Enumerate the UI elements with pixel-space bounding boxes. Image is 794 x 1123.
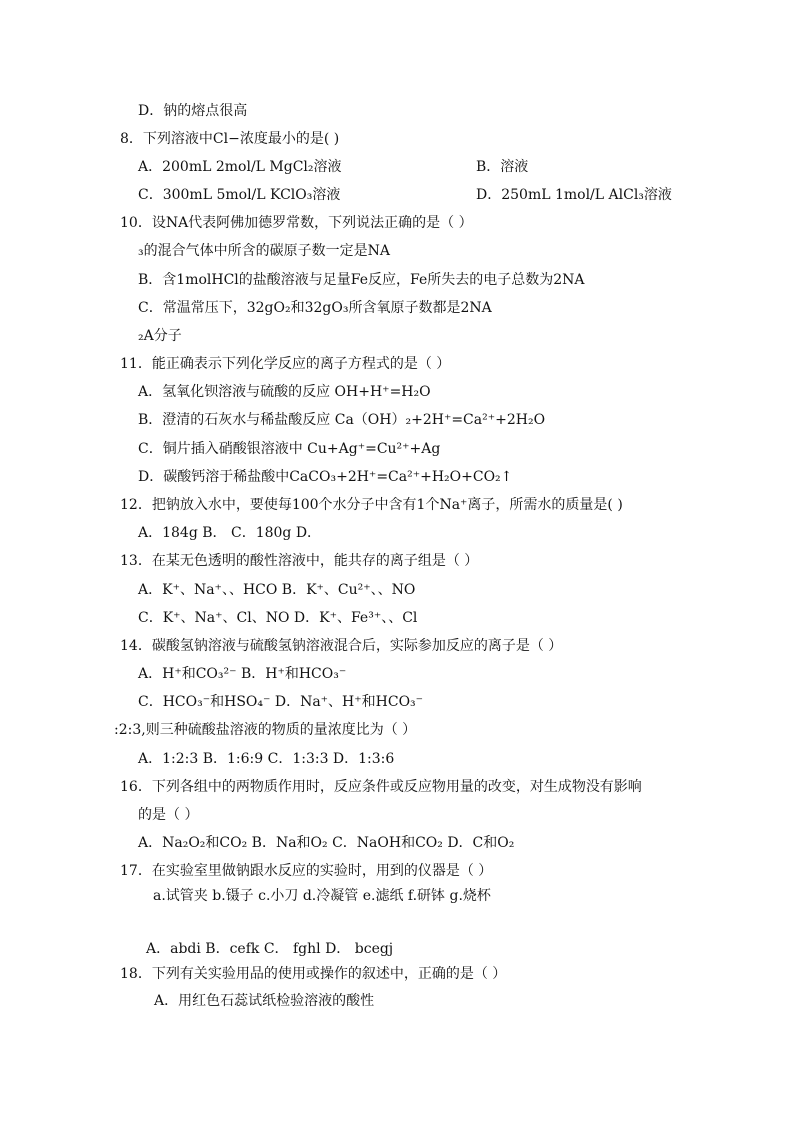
option-line: B．澄清的石灰水与稀盐酸反应 Ca（OH）₂+2H⁺=Ca²⁺+2H₂O bbox=[138, 412, 546, 428]
question-16: 16．下列各组中的两物质作用时，反应条件或反应物用量的改变，对生成物没有影响 bbox=[120, 779, 642, 795]
question-8: 8．下列溶液中Cl−浓度最小的是( ) bbox=[120, 131, 340, 147]
instrument-list: a.试管夹 b.镊子 c.小刀 d.冷凝管 e.滤纸 f.研钵 g.烧杯 bbox=[153, 888, 491, 904]
option-line: C．300mL 5mol/L KClO₃溶液 bbox=[138, 187, 341, 203]
option-line: A．氢氧化钡溶液与硫酸的反应 OH+H⁺=H₂O bbox=[138, 384, 431, 400]
question-13: 13．在某无色透明的酸性溶液中，能共存的离子组是（ ） bbox=[120, 553, 479, 569]
option-line: B．溶液 bbox=[476, 159, 529, 175]
option-line: ₂A分子 bbox=[138, 328, 182, 344]
option-line: D．钠的熔点很高 bbox=[138, 103, 248, 119]
question-18: 18．下列有关实验用品的使用或操作的叙述中，正确的是（ ） bbox=[120, 966, 507, 982]
option-line: C．K⁺、Na⁺、Cl、NO D．K⁺、Fe³⁺、、Cl bbox=[138, 610, 418, 626]
option-line: A．1:2:3 B．1:6:9 C．1:3:3 D．1:3:6 bbox=[138, 751, 395, 767]
question-14: 14．碳酸氢钠溶液与硫酸氢钠溶液混合后，实际参加反应的离子是（ ） bbox=[120, 638, 563, 654]
option-line: C．铜片插入硝酸银溶液中 Cu+Ag⁺=Cu²⁺+Ag bbox=[138, 441, 441, 457]
option-line: A．184g B． C．180g D． bbox=[138, 525, 322, 541]
option-line: D．250mL 1mol/L AlCl₃溶液 bbox=[476, 187, 672, 203]
option-line: A．Na₂O₂和CO₂ B．Na和O₂ C．NaOH和CO₂ D．C和O₂ bbox=[138, 835, 515, 851]
option-line: B．含1molHCl的盐酸溶液与足量Fe反应，Fe所失去的电子总数为2NA bbox=[138, 272, 585, 288]
question-10: 10．设NA代表阿佛加德罗常数，下列说法正确的是（ ） bbox=[120, 215, 473, 231]
option-line: A．abdi B．cefk C． fghl D． bcegj bbox=[146, 941, 394, 957]
question-12: 12．把钠放入水中，要使每100个水分子中含有1个Na⁺离子，所需水的质量是( ) bbox=[120, 497, 623, 513]
option-line: A．H⁺和CO₃²⁻ B．H⁺和HCO₃⁻ bbox=[138, 666, 347, 682]
option-line: C．HCO₃⁻和HSO₄⁻ D．Na⁺、H⁺和HCO₃⁻ bbox=[138, 694, 424, 710]
question-16-continuation: 的是（ ） bbox=[138, 807, 199, 823]
option-line: C．常温常压下，32gO₂和32gO₃所含氧原子数都是2NA bbox=[138, 300, 492, 316]
option-line: A．200mL 2mol/L MgCl₂溶液 bbox=[138, 159, 342, 175]
option-line: ₃的混合气体中所含的碳原子数一定是NA bbox=[138, 243, 390, 259]
question-11: 11．能正确表示下列化学反应的离子方程式的是（ ） bbox=[120, 356, 451, 372]
option-line: D．碳酸钙溶于稀盐酸中CaCO₃+2H⁺=Ca²⁺+H₂O+CO₂↑ bbox=[138, 469, 513, 485]
option-line: A．K⁺、Na⁺、、HCO B．K⁺、Cu²⁺、、NO bbox=[138, 582, 416, 598]
question-17: 17．在实验室里做钠跟水反应的实验时，用到的仪器是（ ） bbox=[120, 863, 493, 879]
option-line: A．用红色石蕊试纸检验溶液的酸性 bbox=[154, 993, 375, 1009]
question-15-fragment: :2:3,则三种硫酸盐溶液的物质的量浓度比为（ ） bbox=[114, 722, 417, 738]
